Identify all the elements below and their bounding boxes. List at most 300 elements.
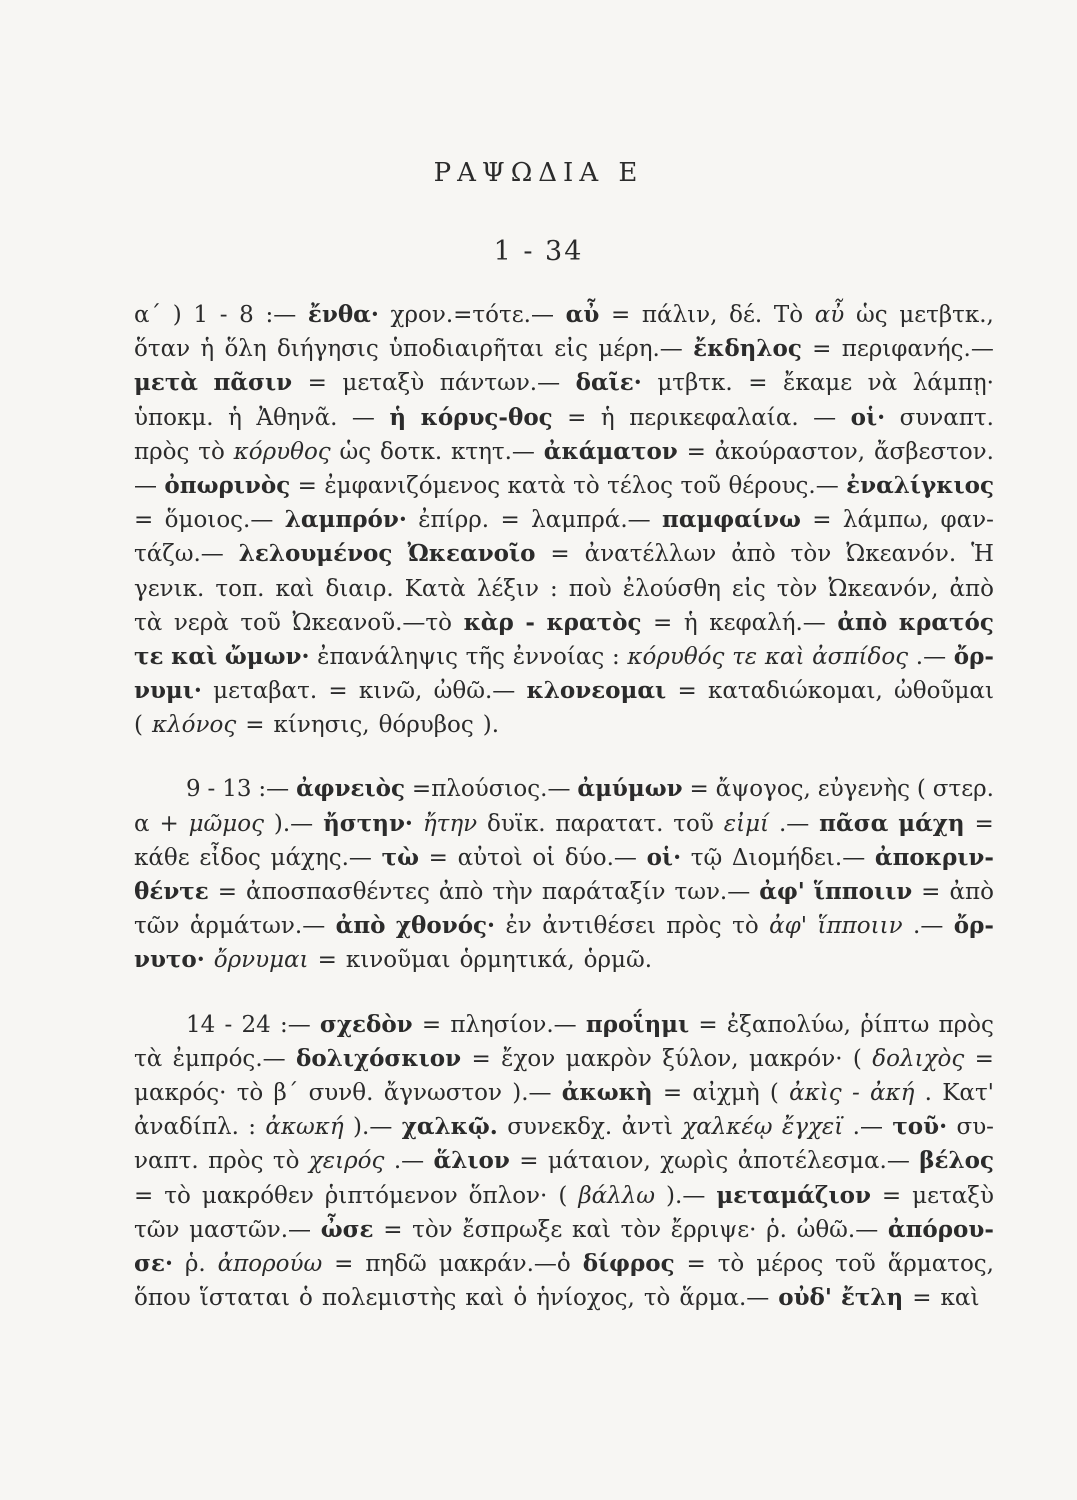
gloss-word: δυϊκ. (486, 810, 546, 837)
gloss-word: μεταξὺ (342, 370, 425, 397)
gloss-word: .— (393, 1148, 425, 1175)
lemma-word: δολιχόσκιον (296, 1044, 462, 1072)
gloss-word: μακρός· (134, 1079, 227, 1106)
gloss-word: τὸ (272, 1148, 300, 1175)
gloss-word: εἶδος (199, 844, 261, 871)
text-line (134, 807, 994, 841)
lemma-word: κὰρ (463, 608, 514, 636)
gloss-word: ποὺ (568, 575, 612, 602)
lemma-word: ὀπωρινὸς (164, 471, 291, 499)
gloss-word: ἀπὸ (731, 541, 776, 568)
lemma-word: ἀποκριν- (874, 843, 994, 871)
gloss-word: 24 (241, 1011, 271, 1038)
section-range: 1 - 34 (493, 236, 584, 267)
gloss-word: = (334, 1250, 354, 1277)
text-line (134, 1281, 994, 1315)
italic-word: εἰμί (723, 810, 770, 837)
gloss-word: τοῦ (673, 810, 714, 837)
gloss-word: καὶ (465, 1285, 505, 1312)
gloss-word: ἔρριψε· (670, 1216, 757, 1243)
gloss-word: πάλιν, (641, 302, 718, 328)
gloss-word: . (924, 1079, 932, 1106)
gloss-word: παρατατ. (555, 810, 664, 837)
gloss-word: = (550, 541, 570, 568)
gloss-word: = (677, 678, 697, 705)
gloss-word: μακρὸν (565, 1045, 652, 1072)
italic-word: ἀκή (869, 1079, 915, 1106)
gloss-word: = (245, 712, 265, 739)
gloss-word: Τὸ (773, 302, 804, 328)
gloss-word: — (351, 404, 375, 431)
gloss-word: ἐπίρρ. (418, 507, 490, 534)
gloss-word: .— (852, 1114, 883, 1141)
gloss-word: ὁρμῶ. (583, 947, 653, 974)
gloss-word: μάταιον, (547, 1148, 651, 1175)
text-line (134, 298, 994, 332)
gloss-word: μακράν.—ὁ (438, 1250, 571, 1277)
gloss-word: :— (258, 776, 290, 803)
gloss-word: .— (778, 810, 810, 837)
lemma-word: ἀμύμων (577, 775, 683, 803)
gloss-word: ὠθῶ.— (433, 678, 516, 705)
commentary-paragraph (134, 298, 994, 742)
gloss-word: περικεφαλαία. (629, 404, 799, 431)
gloss-word: καταδιώκομαι, (707, 678, 883, 705)
gloss-word: καὶ (940, 1285, 980, 1312)
gloss-word: :— (279, 1011, 311, 1038)
gloss-word: = (653, 609, 673, 636)
gloss-word: λάμπῃ· (912, 370, 994, 397)
gloss-word: μεταβατ. (213, 678, 318, 705)
gloss-word: μέρη.— (598, 336, 683, 363)
gloss-word: ἐν (505, 913, 532, 940)
italic-word: τε (732, 643, 758, 670)
italic-word: ἀσπίδος (812, 643, 909, 670)
gloss-word: ἡ (683, 609, 698, 636)
gloss-word: ἡνίοχος, (536, 1285, 635, 1312)
gloss-word: = (421, 1011, 442, 1038)
gloss-word: περιφανής.— (841, 336, 994, 363)
gloss-word: χρον.=τότε.— (390, 302, 554, 328)
gloss-word: .— (913, 913, 944, 940)
gloss-word: τὸν (776, 575, 818, 602)
gloss-word: διαιρ. (325, 575, 394, 602)
gloss-word: α΄ (134, 302, 162, 328)
lemma-word: ὄρ- (953, 912, 994, 940)
gloss-word: ναπτ. (134, 1148, 199, 1175)
gloss-word: πρὸς (666, 913, 722, 940)
text-line (134, 1144, 994, 1178)
lemma-word: οὐδ' (778, 1284, 832, 1312)
gloss-word: πλησίον.— (450, 1011, 577, 1038)
gloss-word: ἀκούραστον, (714, 438, 866, 465)
gloss-word: καὶ (571, 1216, 611, 1243)
gloss-word: β΄ (273, 1079, 299, 1106)
gloss-word: : (549, 575, 558, 602)
commentary-body (134, 298, 994, 1315)
gloss-word: τῆς (465, 643, 506, 670)
gloss-word: κτητ.— (451, 438, 535, 465)
gloss-word: φαν- (940, 507, 994, 534)
gloss-word: = (748, 370, 768, 397)
gloss-word: τῶν (134, 913, 180, 940)
lemma-word: πᾶσα (819, 809, 889, 837)
text-line (134, 1179, 994, 1213)
gloss-word: ( (558, 1182, 568, 1209)
gloss-word: πρὸς (134, 438, 190, 465)
paragraph-gap (134, 742, 994, 772)
text-line (134, 503, 994, 537)
gloss-word: ἡ (228, 404, 242, 431)
italic-word: ἤτην (422, 810, 478, 837)
italic-word: μῶμος (188, 810, 264, 837)
lemma-word: δαῖε· (575, 369, 642, 397)
gloss-word: λέξιν (476, 575, 539, 602)
commentary-paragraph (134, 772, 994, 977)
text-line (134, 572, 994, 606)
gloss-word: ἀντὶ (621, 1114, 673, 1141)
gloss-word: 9 (186, 776, 201, 803)
gloss-word: λάμπω, (842, 507, 930, 534)
gloss-word: :— (265, 302, 297, 328)
gloss-word: ).— (666, 1182, 706, 1209)
gloss-word: κίνησις, (273, 712, 370, 739)
lemma-word: ἀφνειὸς (296, 775, 406, 803)
gloss-word: τῶν (134, 1216, 180, 1243)
lemma-word: ἔτλη (840, 1284, 904, 1312)
gloss-word: = (519, 1148, 539, 1175)
gloss-word: ἡ (600, 404, 615, 431)
gloss-word: ( (916, 776, 926, 803)
gloss-word: ὁρμητικά, (459, 947, 575, 974)
gloss-word: δοτκ. (380, 438, 443, 465)
lemma-word: τοῦ· (892, 1113, 948, 1141)
gloss-word: Ἡ (971, 541, 994, 568)
gloss-word: ὑποδιαιρῆται (389, 336, 544, 363)
lemma-word: ἵπποιιν (813, 878, 913, 905)
lemma-word: χαλκῷ. (401, 1113, 498, 1141)
gloss-word: νερὰ (173, 609, 229, 636)
gloss-word: ὅμοιος.— (164, 507, 274, 534)
lemma-word: - (525, 608, 535, 636)
gloss-word: = (812, 507, 832, 534)
text-line (134, 1110, 994, 1144)
gloss-word: = (307, 370, 327, 397)
gloss-word: ).— (512, 1079, 552, 1106)
gloss-word: ὡς (855, 302, 888, 328)
gloss-word: - (219, 302, 228, 328)
gloss-word: τὰ (134, 609, 163, 636)
gloss-word: = (881, 1182, 902, 1209)
text-line (134, 772, 994, 806)
italic-word: ἀπορούω (217, 1250, 323, 1277)
gloss-word: ἄσβεστον. (873, 438, 994, 465)
text-line (134, 435, 994, 469)
gloss-word: μακρόθεν (201, 1182, 314, 1209)
gloss-word: ).— (353, 1114, 393, 1141)
gloss-word: Ὠκεανόν. (846, 541, 957, 568)
lemma-word: ἤστην· (323, 809, 413, 837)
gloss-word: τὴν (492, 879, 533, 905)
italic-word: ἔγχεϊ (781, 1114, 844, 1141)
lemma-word: οἱ· (850, 403, 886, 431)
gloss-word: ἀντιθέσει (542, 913, 656, 940)
gloss-word: ἀνατέλλων (584, 541, 717, 568)
lemma-word: ἔκδηλος (693, 335, 802, 363)
italic-word: ἀκὶς (789, 1079, 842, 1106)
gloss-word: = (689, 776, 709, 803)
gloss-word: πάντων.— (439, 370, 561, 397)
lemma-word: δίφρος (582, 1249, 675, 1277)
gloss-word: δύο.— (564, 844, 637, 871)
gloss-word: ὁ (513, 1285, 528, 1312)
gloss-word: τοῦ (680, 472, 722, 499)
gloss-word: τὸ (236, 1079, 264, 1106)
lemma-word: κρατὸς (546, 608, 642, 636)
gloss-word: Κατ' (942, 1079, 994, 1106)
gloss-word: Ὠκεανοῦ.—τὸ (292, 609, 453, 636)
gloss-word: ἵσταται (199, 1285, 291, 1312)
lemma-word: μεταμάζιον (716, 1181, 871, 1209)
lemma-word: θέντε (134, 878, 209, 905)
italic-word: ὄρνυμαι (213, 947, 309, 974)
gloss-word: νὰ (867, 370, 898, 397)
lemma-word: ἀπὸ (335, 912, 386, 940)
italic-word: - (851, 1079, 860, 1106)
lemma-word: οἱ· (646, 843, 682, 871)
gloss-word: ἀπὸ (438, 879, 484, 905)
lemma-word: πᾶσιν (213, 369, 293, 397)
lemma-word: ἐναλίγκιος (846, 471, 994, 499)
gloss-word: Κατὰ (404, 575, 466, 602)
italic-word: βάλλω (578, 1182, 656, 1209)
gloss-word: = (812, 336, 832, 363)
italic-word: κόρυθός (627, 643, 725, 670)
gloss-word: — (134, 472, 157, 499)
lemma-word: ἀπὸ (837, 608, 888, 636)
lemma-word: νυτο· (134, 946, 205, 974)
gloss-word: συνεκδχ. (507, 1114, 613, 1141)
gloss-word: ῥιπτόμενον (324, 1182, 458, 1209)
lemma-word: κόρυς-θος (420, 403, 553, 431)
gloss-word: μεταξὺ (912, 1182, 994, 1209)
gloss-word: μαστῶν.— (189, 1216, 312, 1243)
italic-word: χαλκέῳ (682, 1114, 773, 1141)
gloss-word: κινοῦμαι (345, 947, 451, 974)
gloss-word: ῥ. (766, 1216, 787, 1243)
lemma-word: σχεδὸν (319, 1010, 413, 1038)
gloss-word: τὸ (164, 1182, 191, 1209)
text-line (134, 366, 994, 400)
lemma-word: ὦσε (320, 1215, 374, 1243)
gloss-word: παράταξίν (541, 879, 666, 905)
gloss-word: πολεμιστὴς (321, 1285, 457, 1312)
gloss-word: = (974, 1045, 994, 1072)
text-line (134, 875, 994, 909)
gloss-word: ( (852, 1045, 862, 1072)
gloss-word: ἁρμάτων.— (189, 913, 326, 940)
gloss-word: ἐλούσθη (622, 575, 721, 602)
lemma-word: ἅλιον (433, 1147, 510, 1175)
gloss-word: κατὰ (507, 472, 566, 499)
gloss-word: τέλος (607, 472, 674, 499)
gloss-word: .— (915, 643, 947, 670)
gloss-word: χωρὶς (660, 1148, 729, 1175)
gloss-word: 8 (239, 302, 254, 328)
gloss-word: τὸν (790, 541, 832, 568)
gloss-word: μέρος (756, 1250, 824, 1277)
italic-word: χειρός (308, 1148, 385, 1175)
gloss-word: = (974, 810, 994, 837)
gloss-word: 14 (186, 1011, 216, 1038)
gloss-word: τὸν (412, 1216, 453, 1243)
gloss-word: διήγησις (276, 336, 379, 363)
gloss-word: τὸ (717, 1250, 745, 1277)
lemma-word: ἀκωκὴ (561, 1078, 653, 1106)
lemma-word: καὶ (171, 642, 218, 670)
gloss-word: κάθε (134, 844, 190, 871)
gloss-word: ἀναδίπλ. (134, 1114, 239, 1141)
gloss-word: μτβτκ. (657, 370, 733, 397)
text-line (134, 640, 994, 674)
gloss-word: ἐμφανιζόμενος (324, 472, 501, 499)
gloss-word: τῷ (690, 844, 723, 871)
gloss-word: τοῦ (240, 609, 281, 636)
italic-word: αὖ (814, 302, 845, 328)
gloss-word: = (134, 1182, 154, 1209)
text-line (134, 606, 994, 640)
text-line (134, 469, 994, 503)
text-line (134, 1213, 994, 1247)
lemma-word: ἀκάματον (543, 437, 678, 465)
text-line (134, 1008, 994, 1042)
gloss-word: = (328, 678, 348, 705)
lemma-word: κλονεομαι (526, 677, 667, 705)
text-line (134, 401, 994, 435)
text-line (134, 943, 994, 977)
gloss-word: = (912, 1285, 932, 1312)
text-line (134, 332, 994, 366)
gloss-word: ἅρμα.— (679, 1285, 770, 1312)
gloss-word: τὸ (643, 1285, 671, 1312)
gloss-word: = (317, 947, 337, 974)
gloss-word: ἐξαπολύω, (726, 1011, 851, 1038)
gloss-word: 1 (193, 302, 209, 328)
gloss-word: ). (482, 712, 500, 739)
gloss-word: ὅλη (224, 336, 267, 363)
gloss-word: αὐτοὶ (457, 844, 523, 871)
gloss-word: ἀποτέλεσμα.— (737, 1148, 910, 1175)
lemma-word: νυμι· (134, 677, 202, 705)
gloss-word: = (567, 404, 587, 431)
gloss-word: ὅταν (134, 336, 191, 363)
gloss-word: μάχης.— (270, 844, 372, 871)
gloss-word: ).— (273, 810, 314, 837)
gloss-word: τὰ (134, 1045, 163, 1072)
commentary-paragraph (134, 1008, 994, 1316)
italic-word: ἀκωκή (265, 1114, 344, 1141)
gloss-word: των.— (674, 879, 751, 905)
gloss-word: — (813, 404, 837, 431)
gloss-word: θόρυβος (378, 712, 474, 739)
gloss-word: ὅπλον· (468, 1182, 548, 1209)
italic-word: κλόνος (151, 712, 237, 739)
gloss-word: Ὠκεανόν, (828, 575, 939, 602)
lemma-word: προΐημι (585, 1010, 690, 1038)
gloss-word: Ἀθηνᾶ. (256, 404, 338, 431)
gloss-word: = (610, 302, 631, 328)
gloss-word: τάζω.— (134, 541, 224, 568)
gloss-word: ἔσπρωξε (462, 1216, 563, 1243)
gloss-word: ῥ. (184, 1250, 206, 1277)
gloss-word: ( (769, 1079, 779, 1106)
italic-word: ἵπποιιν (817, 913, 903, 940)
gloss-word: πρὸς (208, 1148, 264, 1175)
italic-word: ἀφ' (769, 913, 808, 940)
gloss-word: κεφαλή.— (709, 609, 826, 636)
gloss-word: = (686, 1250, 706, 1277)
gloss-word: στερ. (932, 776, 994, 803)
text-line (134, 708, 994, 742)
lemma-word: ἀφ' (759, 878, 805, 905)
gloss-word: = (471, 1045, 491, 1072)
lemma-word: μάχη (898, 809, 965, 837)
gloss-word: ἀπὸ (949, 575, 994, 602)
gloss-word: αἰχμὴ (692, 1079, 760, 1106)
gloss-word: ἅρματος, (887, 1250, 994, 1277)
lemma-word: τὼ (381, 843, 419, 871)
gloss-word: = (921, 879, 941, 905)
gloss-word: - (224, 1011, 233, 1038)
gloss-word: = (383, 1216, 403, 1243)
gloss-word: ἀποσπασθέντες (246, 879, 430, 905)
gloss-word: τὸ (198, 438, 225, 465)
gloss-word: - (207, 776, 216, 803)
gloss-word: ἐμπρός.— (172, 1045, 286, 1072)
gloss-word: + (159, 810, 179, 837)
gloss-word: ) (172, 302, 182, 328)
gloss-word: ὡς (339, 438, 372, 465)
gloss-word: ἄγνωστον (383, 1079, 502, 1106)
gloss-word: τοῦ (835, 1250, 876, 1277)
gloss-word: πηδῶ (365, 1250, 427, 1277)
text-line (134, 909, 994, 943)
lemma-word: ἔνθα· (307, 301, 379, 328)
gloss-word: ῥίπτω (860, 1011, 930, 1038)
gloss-word: ὅπου (134, 1285, 191, 1312)
gloss-word: θέρους.— (728, 472, 839, 499)
gloss-word: τὸ (732, 913, 759, 940)
gloss-word: τὸ (573, 472, 600, 499)
gloss-word: συ- (956, 1114, 994, 1141)
lemma-word: κρατός (898, 608, 994, 636)
gloss-word: μακρόν· (749, 1045, 843, 1072)
text-line (134, 1247, 994, 1281)
gloss-word: Διομήδει.— (731, 844, 866, 871)
gloss-word: συνθ. (308, 1079, 374, 1106)
gloss-word: ὠθοῦμαι (894, 678, 994, 705)
gloss-word: γενικ. (134, 575, 205, 602)
gloss-word: εἰς (731, 575, 766, 602)
gloss-word: ξύλον, (662, 1045, 739, 1072)
gloss-word: = (662, 1079, 683, 1106)
lemma-word: λαμπρόν· (284, 506, 407, 534)
gloss-word: μετβτκ., (899, 302, 994, 328)
page-title: ΡΑΨΩΔΙΑ Ε (433, 158, 644, 188)
gloss-word: ἐπανάληψις (317, 643, 458, 670)
lemma-word: χθονός· (395, 912, 496, 940)
gloss-word: ἐννοίας (512, 643, 605, 670)
